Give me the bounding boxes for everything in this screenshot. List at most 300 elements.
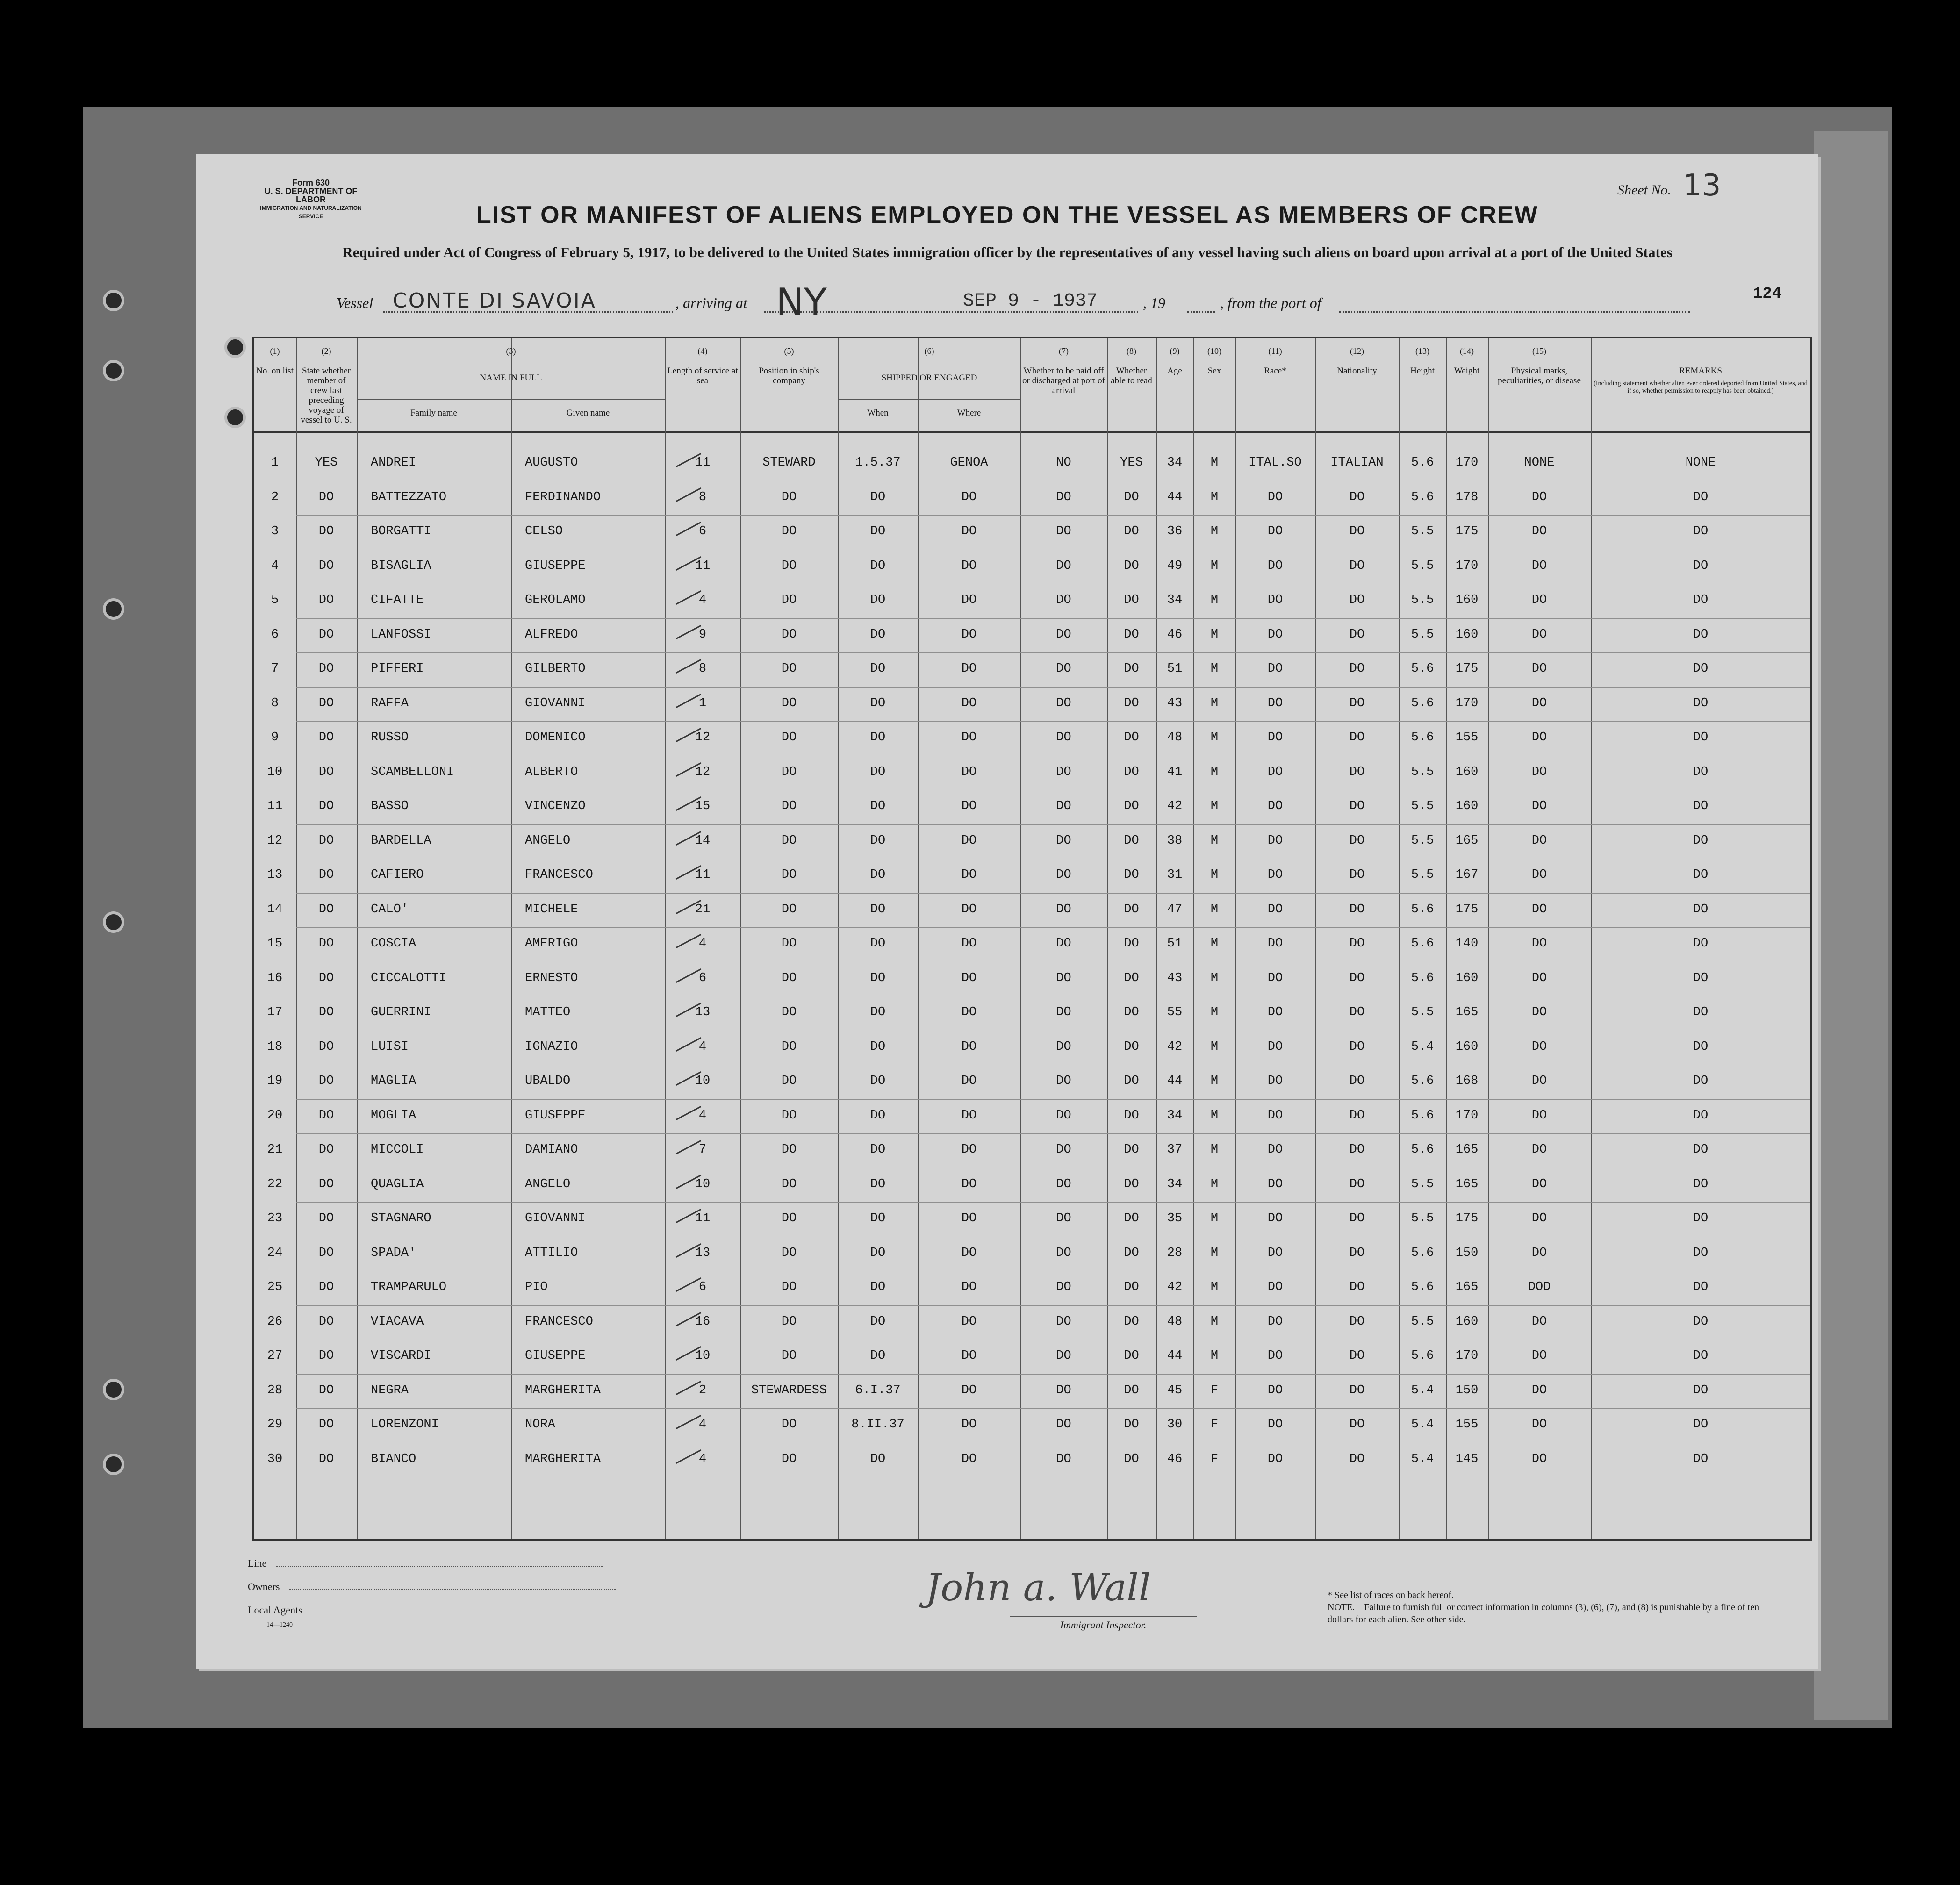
cell-where: DO — [961, 833, 977, 848]
cell-where: DO — [961, 902, 977, 917]
cell-nationality: DO — [1349, 971, 1365, 985]
cell-family-name: QUAGLIA — [371, 1177, 424, 1191]
cell-remarks: DO — [1693, 1108, 1709, 1123]
cell-where: DO — [961, 524, 977, 538]
cell-marks: DO — [1531, 1143, 1547, 1157]
cell-remarks: DO — [1693, 1074, 1709, 1088]
inspector-signature: John a. Wall — [926, 1566, 1151, 1609]
cell-height: 5.4 — [1411, 1452, 1434, 1466]
punch-hole-icon — [103, 1454, 124, 1475]
cell-nationality: DO — [1349, 559, 1365, 573]
from-port-underline — [1339, 311, 1690, 313]
cell-nationality: DO — [1349, 833, 1365, 848]
cell-paid-off: DO — [1056, 696, 1071, 710]
cell-marks: DOD — [1528, 1280, 1551, 1294]
cell-prev-voyage: DO — [318, 1314, 334, 1329]
cell-given-name: DOMENICO — [525, 731, 586, 745]
row-number: 25 — [267, 1280, 283, 1294]
cell-given-name: AMERIGO — [525, 937, 578, 951]
cell-family-name: CIFATTE — [371, 593, 424, 607]
column-number: (4) — [697, 346, 708, 356]
cell-position: DO — [781, 1005, 797, 1019]
cell-sex: M — [1210, 1211, 1219, 1226]
cell-where: DO — [961, 1280, 977, 1294]
cell-weight: 170 — [1455, 1349, 1479, 1363]
cell-given-name: GIOVANNI — [525, 1211, 586, 1226]
cell-marks: DO — [1531, 559, 1547, 573]
cell-age: 41 — [1167, 765, 1183, 779]
cell-family-name: LORENZONI — [371, 1418, 439, 1432]
cell-service: 21 — [695, 902, 711, 917]
cell-when: DO — [870, 765, 886, 779]
cell-sex: M — [1210, 1039, 1219, 1054]
cell-when: DO — [870, 1314, 886, 1329]
cell-when: DO — [870, 1074, 886, 1088]
cell-family-name: MOGLIA — [371, 1108, 416, 1123]
cell-given-name: MARGHERITA — [525, 1383, 601, 1398]
year-label: , 19 — [1143, 294, 1165, 311]
cell-nationality: DO — [1349, 1280, 1365, 1294]
header-subdivider — [357, 399, 665, 400]
cell-marks: DO — [1531, 1005, 1547, 1019]
cell-age: 42 — [1167, 1039, 1183, 1054]
column-header: Whether able to read — [1111, 366, 1152, 386]
cell-weight: 170 — [1455, 696, 1479, 710]
cell-prev-voyage: DO — [318, 1383, 334, 1398]
cell-marks: DO — [1531, 799, 1547, 813]
cell-remarks: DO — [1693, 1349, 1709, 1363]
column-number: (13) — [1415, 346, 1429, 356]
cell-position: DO — [781, 1039, 797, 1054]
cell-prev-voyage: DO — [318, 937, 334, 951]
cell-read: DO — [1124, 1246, 1139, 1260]
cell-marks: DO — [1531, 1108, 1547, 1123]
cell-read: DO — [1124, 1108, 1139, 1123]
cell-weight: 175 — [1455, 662, 1479, 676]
cell-age: 37 — [1167, 1143, 1183, 1157]
cell-family-name: BORGATTI — [371, 524, 431, 538]
cell-when: DO — [870, 1452, 886, 1466]
column-header: Position in ship's company — [759, 366, 819, 386]
cell-nationality: DO — [1349, 937, 1365, 951]
cell-when: DO — [870, 971, 886, 985]
cell-race: DO — [1267, 971, 1283, 985]
cell-sex: M — [1210, 1314, 1219, 1329]
cell-sex: M — [1210, 627, 1219, 642]
cell-marks: DO — [1531, 833, 1547, 848]
cell-height: 5.5 — [1411, 524, 1434, 538]
cell-when: DO — [870, 937, 886, 951]
row-number: 22 — [267, 1177, 283, 1191]
cell-sex: M — [1210, 868, 1219, 882]
cell-weight: 165 — [1455, 1280, 1479, 1294]
cell-when: DO — [870, 490, 886, 504]
cell-sex: M — [1210, 456, 1219, 470]
column-number: (2) — [321, 346, 331, 356]
cell-position: DO — [781, 1211, 797, 1226]
form-department: U. S. DEPARTMENT OF LABOR — [264, 186, 358, 204]
cell-sex: M — [1210, 833, 1219, 848]
cell-paid-off: DO — [1056, 868, 1071, 882]
row-number: 29 — [267, 1418, 283, 1432]
cell-position: DO — [781, 1314, 797, 1329]
cell-prev-voyage: DO — [318, 627, 334, 642]
cell-age: 44 — [1167, 1074, 1183, 1088]
cell-given-name: GIUSEPPE — [525, 1108, 586, 1123]
cell-remarks: DO — [1693, 1280, 1709, 1294]
punch-hole-icon — [103, 360, 124, 381]
cell-read: DO — [1124, 1177, 1139, 1191]
cell-marks: DO — [1531, 662, 1547, 676]
cell-family-name: NEGRA — [371, 1383, 409, 1398]
cell-position: DO — [781, 902, 797, 917]
cell-age: 51 — [1167, 937, 1183, 951]
footer-note — [1328, 1589, 1772, 1626]
cell-weight: 160 — [1455, 593, 1479, 607]
cell-position: DO — [781, 1074, 797, 1088]
cell-race: DO — [1267, 627, 1283, 642]
cell-weight: 160 — [1455, 1314, 1479, 1329]
cell-height: 5.6 — [1411, 1349, 1434, 1363]
cell-where: DO — [961, 765, 977, 779]
cell-race: DO — [1267, 1314, 1283, 1329]
cell-height: 5.6 — [1411, 1143, 1434, 1157]
cell-height: 5.5 — [1411, 1005, 1434, 1019]
cell-remarks: DO — [1693, 662, 1709, 676]
cell-read: DO — [1124, 902, 1139, 917]
row-rule — [296, 824, 1810, 825]
cell-age: 36 — [1167, 524, 1183, 538]
cell-sex: F — [1210, 1452, 1219, 1466]
cell-position: DO — [781, 593, 797, 607]
cell-read: DO — [1124, 1349, 1139, 1363]
cell-height: 5.6 — [1411, 662, 1434, 676]
cell-weight: 178 — [1455, 490, 1479, 504]
punch-hole-icon — [103, 598, 124, 620]
cell-sex: M — [1210, 1177, 1219, 1191]
cell-race: DO — [1267, 1211, 1283, 1226]
cell-when: DO — [870, 1005, 886, 1019]
cell-sex: M — [1210, 490, 1219, 504]
cell-race: ITAL.SO — [1249, 456, 1302, 470]
cell-nationality: DO — [1349, 1314, 1365, 1329]
cell-race: DO — [1267, 1108, 1283, 1123]
cell-service: 11 — [695, 456, 711, 470]
cell-paid-off: DO — [1056, 902, 1071, 917]
cell-family-name: STAGNARO — [371, 1211, 431, 1226]
cell-age: 34 — [1167, 456, 1183, 470]
cell-height: 5.5 — [1411, 1177, 1434, 1191]
cell-weight: 170 — [1455, 456, 1479, 470]
cell-prev-voyage: DO — [318, 1108, 334, 1123]
cell-when: DO — [870, 1246, 886, 1260]
footer-fields — [248, 1552, 639, 1628]
header-subdivider — [838, 399, 1020, 400]
cell-prev-voyage: DO — [318, 696, 334, 710]
cell-nationality: DO — [1349, 524, 1365, 538]
cell-given-name: GEROLAMO — [525, 593, 586, 607]
row-number: 21 — [267, 1143, 283, 1157]
cell-where: DO — [961, 1418, 977, 1432]
owners-label: Owners — [248, 1581, 280, 1592]
cell-where: DO — [961, 696, 977, 710]
row-number: 20 — [267, 1108, 283, 1123]
cell-age: 48 — [1167, 1314, 1183, 1329]
cell-paid-off: DO — [1056, 1143, 1071, 1157]
cell-read: DO — [1124, 1005, 1139, 1019]
cell-when: DO — [870, 868, 886, 882]
cell-height: 5.6 — [1411, 1108, 1434, 1123]
cell-service: 11 — [695, 1211, 711, 1226]
cell-given-name: GIOVANNI — [525, 696, 586, 710]
vessel-label: Vessel — [337, 294, 373, 311]
cell-family-name: SCAMBELLONI — [371, 765, 454, 779]
cell-when: DO — [870, 1349, 886, 1363]
cell-prev-voyage: DO — [318, 799, 334, 813]
cell-when: DO — [870, 627, 886, 642]
row-number: 17 — [267, 1005, 283, 1019]
cell-age: 46 — [1167, 627, 1183, 642]
cell-read: DO — [1124, 662, 1139, 676]
column-number: (12) — [1350, 346, 1364, 356]
cell-sex: M — [1210, 696, 1219, 710]
cell-height: 5.6 — [1411, 1074, 1434, 1088]
cell-race: DO — [1267, 731, 1283, 745]
column-header: Race* — [1264, 366, 1286, 376]
cell-age: 42 — [1167, 1280, 1183, 1294]
cell-read: DO — [1124, 627, 1139, 642]
cell-race: DO — [1267, 1418, 1283, 1432]
cell-given-name: PIO — [525, 1280, 548, 1294]
cell-remarks: DO — [1693, 1452, 1709, 1466]
cell-marks: DO — [1531, 868, 1547, 882]
cell-sex: M — [1210, 799, 1219, 813]
cell-paid-off: DO — [1056, 490, 1071, 504]
cell-service: 4 — [698, 593, 707, 607]
cell-nationality: DO — [1349, 1143, 1365, 1157]
cell-service: 15 — [695, 799, 711, 813]
page-subtitle: Required under Act of Congress of February 5, 1917, to be delivered to the United States immigration officer by the representatives of any vessel having such aliens on board upon arrival at a port of the United States — [342, 244, 1673, 260]
cell-prev-voyage: DO — [318, 731, 334, 745]
cell-marks: DO — [1531, 524, 1547, 538]
cell-where: DO — [961, 559, 977, 573]
cell-where: DO — [961, 1314, 977, 1329]
cell-height: 5.5 — [1411, 593, 1434, 607]
cell-paid-off: DO — [1056, 1418, 1071, 1432]
cell-prev-voyage: DO — [318, 1143, 334, 1157]
cell-prev-voyage: DO — [318, 1074, 334, 1088]
cell-marks: DO — [1531, 1177, 1547, 1191]
cell-where: DO — [961, 731, 977, 745]
cell-prev-voyage: DO — [318, 490, 334, 504]
cell-when: DO — [870, 1108, 886, 1123]
row-number: 14 — [267, 902, 283, 917]
form-service: IMMIGRATION AND NATURALIZATION SERVICE — [260, 205, 362, 220]
cell-family-name: BIANCO — [371, 1452, 416, 1466]
cell-nationality: DO — [1349, 490, 1365, 504]
cell-sex: M — [1210, 593, 1219, 607]
cell-marks: DO — [1531, 1039, 1547, 1054]
row-number: 24 — [267, 1246, 283, 1260]
cell-when: DO — [870, 524, 886, 538]
cell-given-name: NORA — [525, 1418, 555, 1432]
cell-paid-off: DO — [1056, 1211, 1071, 1226]
cell-service: 14 — [695, 833, 711, 848]
cell-position: STEWARDESS — [751, 1383, 827, 1398]
cell-read: DO — [1124, 1280, 1139, 1294]
cell-race: DO — [1267, 1246, 1283, 1260]
row-rule — [296, 1305, 1810, 1306]
cell-given-name: ALBERTO — [525, 765, 578, 779]
column-header: Age — [1167, 366, 1182, 376]
cell-remarks: DO — [1693, 1039, 1709, 1054]
cell-read: YES — [1120, 456, 1143, 470]
cell-remarks: DO — [1693, 1246, 1709, 1260]
cell-race: DO — [1267, 662, 1283, 676]
cell-prev-voyage: DO — [318, 662, 334, 676]
cell-sex: M — [1210, 902, 1219, 917]
cell-age: 34 — [1167, 593, 1183, 607]
row-rule — [296, 1099, 1810, 1100]
page-title: LIST OR MANIFEST OF ALIENS EMPLOYED ON THE VESSEL AS MEMBERS OF CREW — [476, 201, 1538, 229]
row-rule — [296, 1202, 1810, 1203]
cell-service: 6 — [698, 1280, 707, 1294]
backing-board-edge — [1814, 131, 1888, 1720]
cell-paid-off: DO — [1056, 765, 1071, 779]
cell-marks: DO — [1531, 1418, 1547, 1432]
cell-height: 5.5 — [1411, 1211, 1434, 1226]
cell-read: DO — [1124, 937, 1139, 951]
cell-weight: 168 — [1455, 1074, 1479, 1088]
cell-family-name: PIFFERI — [371, 662, 424, 676]
column-subheader: Given name — [566, 408, 610, 418]
column-number: (6) — [924, 346, 934, 356]
cell-given-name: GIUSEPPE — [525, 1349, 586, 1363]
cell-race: DO — [1267, 524, 1283, 538]
cell-height: 5.5 — [1411, 627, 1434, 642]
cell-age: 44 — [1167, 490, 1183, 504]
cell-prev-voyage: DO — [318, 833, 334, 848]
cell-remarks: DO — [1693, 799, 1709, 813]
cell-age: 49 — [1167, 559, 1183, 573]
cell-where: DO — [961, 868, 977, 882]
line-field — [276, 1566, 603, 1567]
cell-age: 42 — [1167, 799, 1183, 813]
cell-family-name: LANFOSSI — [371, 627, 431, 642]
cell-marks: DO — [1531, 731, 1547, 745]
cell-marks: DO — [1531, 971, 1547, 985]
cell-when: 8.II.37 — [851, 1418, 905, 1432]
cell-weight: 167 — [1455, 868, 1479, 882]
cell-race: DO — [1267, 559, 1283, 573]
inspector-label: Immigrant Inspector. — [1010, 1616, 1197, 1631]
row-number: 18 — [267, 1039, 283, 1054]
cell-race: DO — [1267, 1383, 1283, 1398]
cell-paid-off: DO — [1056, 1246, 1071, 1260]
cell-race: DO — [1267, 1177, 1283, 1191]
row-number: 23 — [267, 1211, 283, 1226]
column-number: (3) — [506, 346, 516, 356]
cell-prev-voyage: DO — [318, 1452, 334, 1466]
cell-nationality: DO — [1349, 902, 1365, 917]
cell-prev-voyage: DO — [318, 1246, 334, 1260]
cell-weight: 140 — [1455, 937, 1479, 951]
cell-age: 45 — [1167, 1383, 1183, 1398]
cell-nationality: DO — [1349, 1074, 1365, 1088]
punch-hole-icon — [103, 911, 124, 933]
cell-where: DO — [961, 1108, 977, 1123]
cell-position: DO — [781, 1418, 797, 1432]
owners-field — [289, 1589, 616, 1590]
row-number: 30 — [267, 1452, 283, 1466]
agents-code: 14—1240 — [266, 1621, 293, 1628]
stamp-number: 124 — [1753, 285, 1782, 303]
cell-marks: DO — [1531, 490, 1547, 504]
cell-service: 4 — [698, 1418, 707, 1432]
cell-weight: 165 — [1455, 1005, 1479, 1019]
cell-height: 5.6 — [1411, 1246, 1434, 1260]
cell-race: DO — [1267, 1039, 1283, 1054]
cell-when: 1.5.37 — [855, 456, 901, 470]
cell-family-name: BASSO — [371, 799, 409, 813]
cell-when: DO — [870, 833, 886, 848]
cell-service: 8 — [698, 662, 707, 676]
cell-age: 47 — [1167, 902, 1183, 917]
cell-paid-off: DO — [1056, 662, 1071, 676]
cell-nationality: DO — [1349, 731, 1365, 745]
row-number: 4 — [271, 559, 279, 573]
cell-service: 4 — [698, 1452, 707, 1466]
cell-paid-off: DO — [1056, 593, 1071, 607]
cell-given-name: ANGELO — [525, 1177, 571, 1191]
cell-prev-voyage: DO — [318, 593, 334, 607]
cell-given-name: MATTEO — [525, 1005, 571, 1019]
column-header: Whether to be paid off or discharged at port of arrival — [1022, 366, 1105, 395]
cell-when: DO — [870, 662, 886, 676]
cell-family-name: CAFIERO — [371, 868, 424, 882]
cell-weight: 175 — [1455, 1211, 1479, 1226]
cell-paid-off: DO — [1056, 799, 1071, 813]
column-number: (14) — [1460, 346, 1474, 356]
cell-family-name: VISCARDI — [371, 1349, 431, 1363]
cell-position: DO — [781, 971, 797, 985]
cell-service: 1 — [698, 696, 707, 710]
agents-label: Local Agents — [248, 1604, 302, 1616]
cell-marks: DO — [1531, 627, 1547, 642]
cell-where: DO — [961, 971, 977, 985]
cell-read: DO — [1124, 731, 1139, 745]
cell-position: DO — [781, 937, 797, 951]
cell-where: DO — [961, 593, 977, 607]
cell-race: DO — [1267, 765, 1283, 779]
cell-prev-voyage: DO — [318, 1280, 334, 1294]
header-separator — [254, 431, 1810, 433]
cell-age: 30 — [1167, 1418, 1183, 1432]
cell-prev-voyage: DO — [318, 1039, 334, 1054]
cell-remarks: DO — [1693, 902, 1709, 917]
cell-marks: DO — [1531, 696, 1547, 710]
column-subheader: Family name — [410, 408, 457, 418]
row-number: 27 — [267, 1349, 283, 1363]
cell-given-name: ALFREDO — [525, 627, 578, 642]
row-number: 13 — [267, 868, 283, 882]
cell-nationality: DO — [1349, 868, 1365, 882]
cell-height: 5.6 — [1411, 937, 1434, 951]
cell-age: 55 — [1167, 1005, 1183, 1019]
cell-when: DO — [870, 696, 886, 710]
cell-prev-voyage: DO — [318, 1177, 334, 1191]
column-header: Nationality — [1337, 366, 1377, 376]
